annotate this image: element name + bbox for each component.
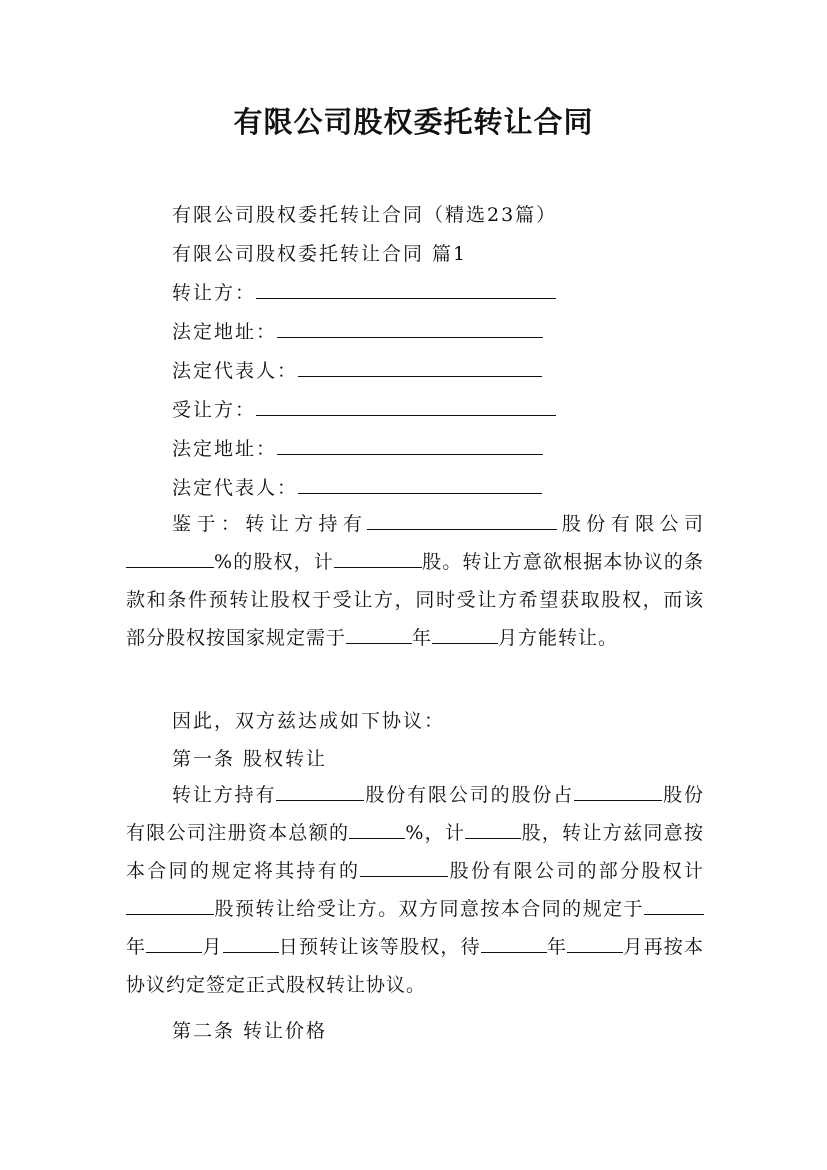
blank-shares-2 [465,820,521,839]
agreement-intro: 因此，双方兹达成如下协议： [172,710,446,732]
article1-text-3: 股份有限公司注册资本总额的 [126,784,704,844]
whereas-paragraph [126,505,704,657]
transferee-label: 受让方： [172,399,257,421]
article1-text-9: 月 [202,936,223,958]
article1-text-11: 年 [546,936,568,958]
document-subtitle: 有限公司股权委托转让合同（精选23篇） [172,204,558,226]
whereas-text-6: 月方能转让。 [498,627,619,649]
article1-text-2: 股份有限公司的股份占 [364,784,575,806]
blank-year [346,625,412,644]
article1-text-6: 股份有限公司的部分股权计 [448,860,704,882]
article1-text-4: %，计 [405,822,466,844]
transferor-line [172,278,556,305]
blank-company-name [367,511,557,530]
whereas-text-1: 鉴于：转让方持有 [172,513,368,535]
blank-percent-2 [349,820,405,839]
blank-year-2 [644,896,704,915]
transferor-rep-line [172,356,542,383]
article1-text-12: 月再按本协议约定签定正式股权转让协议。 [126,936,704,996]
transferee-rep-line [172,473,542,500]
transferee-rep-label: 法定代表人： [172,477,299,499]
document-title: 有限公司股权委托转让合同 [233,105,594,139]
article1-paragraph [126,776,704,1004]
transferor-rep-blank [298,358,542,377]
blank-shares-3 [126,896,214,915]
transferee-rep-blank [298,475,542,494]
article2-heading: 第二条 转让价格 [172,1020,328,1042]
whereas-text-2: 股份有限公司 [557,513,704,535]
blank-year-3 [481,934,547,953]
article1-text-8: 年 [126,936,147,958]
blank-month-3 [567,934,623,953]
article1-text-10: 日预转让该等股权，待 [278,936,481,958]
blank-company-c [360,858,448,877]
blank-month-2 [146,934,202,953]
article1-text-1: 转让方持有 [172,784,277,806]
transferee-address-label: 法定地址： [172,438,278,460]
transferee-address-blank [277,436,543,455]
transferee-line [172,395,556,422]
transferor-blank [256,280,556,299]
blank-day [223,934,279,953]
part-heading: 有限公司股权委托转让合同 篇1 [172,243,468,265]
transferor-address-blank [277,319,543,338]
blank-company-b [574,782,662,801]
transferor-rep-label: 法定代表人： [172,360,299,382]
whereas-text-4: 股。转让方意欲根据本协议的条款和条件预转让股权于受让方，同时受让方希望获取股权，而该部分股权按国家规定需于 [126,551,704,649]
blank-shares [334,549,422,568]
whereas-text-5: 年 [412,627,433,649]
blank-percent [126,549,214,568]
transferor-address-label: 法定地址： [172,321,278,343]
transferor-label: 转让方： [172,282,257,304]
transferee-blank [256,397,556,416]
transferee-address-line [172,434,543,461]
blank-month [432,625,498,644]
whereas-text-3: %的股权，计 [214,551,334,573]
article1-text-7: 股预转让给受让方。双方同意按本合同的规定于 [214,898,644,920]
article1-text-5: 股，转让方兹同意按本合同的规定将其持有的 [126,822,704,882]
transferor-address-line [172,317,543,344]
article1-heading: 第一条 股权转让 [172,748,328,770]
blank-company-a [276,782,364,801]
